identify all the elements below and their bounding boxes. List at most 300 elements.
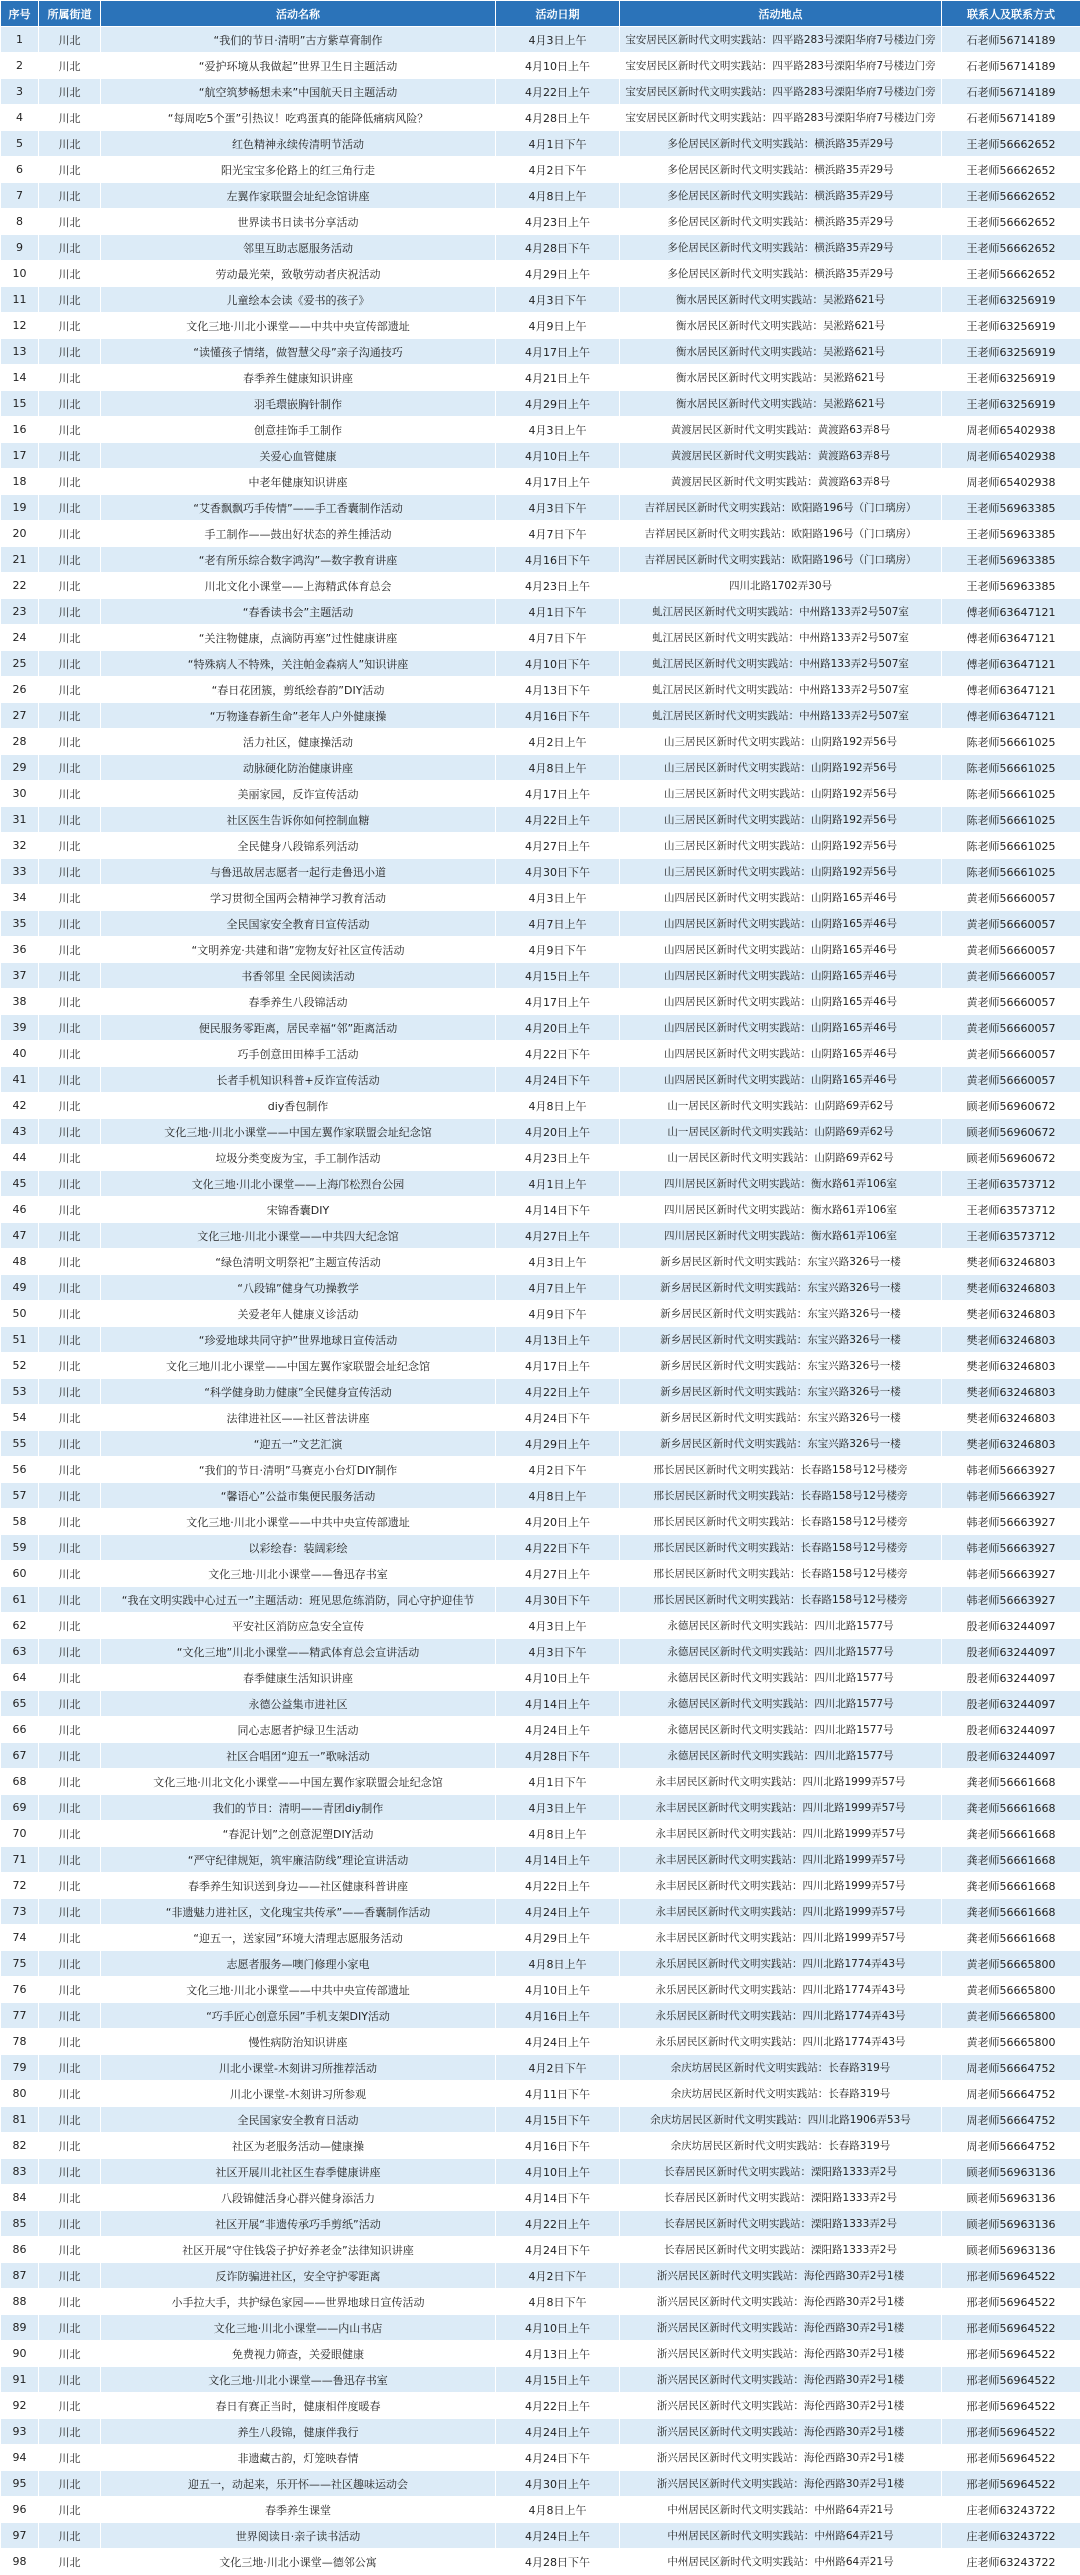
cell-activity-venue: 永丰居民区新时代文明实践站：四川北路1999弄57号 [620,1847,942,1873]
cell-contact: 陈老师56661025 [942,807,1080,833]
cell-contact: 王老师63573712 [942,1223,1080,1249]
cell-seq: 18 [1,469,39,495]
cell-seq: 91 [1,2367,39,2393]
cell-activity-date: 4月3日上午 [496,27,620,53]
cell-activity-name: “迎五一，送家园”环境大清理志愿服务活动 [101,1925,496,1951]
cell-street: 川北 [39,1665,101,1691]
header-contact: 联系人及联系方式 [942,1,1080,27]
cell-activity-venue: 山四居民区新时代文明实践站：山阴路165弄46号 [620,1015,942,1041]
cell-activity-venue: 浙兴居民区新时代文明实践站：海伦西路30弄2号1楼 [620,2367,942,2393]
cell-street: 川北 [39,27,101,53]
cell-seq: 31 [1,807,39,833]
cell-contact: 王老师56662652 [942,209,1080,235]
cell-contact: 樊老师63246803 [942,1327,1080,1353]
cell-seq: 34 [1,885,39,911]
cell-street: 川北 [39,2029,101,2055]
cell-activity-date: 4月22日下午 [496,1535,620,1561]
cell-seq: 61 [1,1587,39,1613]
cell-contact: 王老师56662652 [942,157,1080,183]
cell-activity-date: 4月2日下午 [496,2055,620,2081]
cell-activity-name: 红色精神永续传清明节活动 [101,131,496,157]
cell-contact: 邢老师56964522 [942,2393,1080,2419]
cell-activity-name: 创意挂饰手工制作 [101,417,496,443]
cell-street: 川北 [39,2185,101,2211]
header-street: 所属街道 [39,1,101,27]
cell-activity-name: 文化三地·川北小课堂——中共四大纪念馆 [101,1223,496,1249]
cell-contact: 王老师63573712 [942,1197,1080,1223]
cell-activity-venue: 浙兴居民区新时代文明实践站：海伦西路30弄2号1楼 [620,2445,942,2471]
cell-contact: 顾老师56963136 [942,2211,1080,2237]
table-row [1,2159,1080,2185]
table-row [1,677,1080,703]
cell-contact: 周老师65402938 [942,417,1080,443]
cell-activity-venue: 虬江居民区新时代文明实践站：中州路133弄2号507室 [620,677,942,703]
cell-activity-venue: 永德居民区新时代文明实践站：四川北路1577号 [620,1613,942,1639]
cell-activity-name: 邻里互助志愿服务活动 [101,235,496,261]
cell-activity-venue: 山一居民区新时代文明实践站：山阴路69弄62号 [620,1093,942,1119]
cell-activity-date: 4月24日下午 [496,2237,620,2263]
cell-activity-venue: 新乡居民区新时代文明实践站：东宝兴路326号一楼 [620,1327,942,1353]
cell-street: 川北 [39,1275,101,1301]
cell-street: 川北 [39,2211,101,2237]
cell-activity-name: “万物逢春新生命”老年人户外健康操 [101,703,496,729]
cell-activity-venue: 中州居民区新时代文明实践站：中州路64弄21号 [620,2497,942,2523]
cell-activity-venue: 邢长居民区新时代文明实践站：长春路158号12号楼旁 [620,1535,942,1561]
cell-activity-venue: 山四居民区新时代文明实践站：山阴路165弄46号 [620,1041,942,1067]
cell-activity-venue: 长春居民区新时代文明实践站：溧阳路1333弄2号 [620,2211,942,2237]
cell-street: 川北 [39,1873,101,1899]
cell-activity-venue: 新乡居民区新时代文明实践站：东宝兴路326号一楼 [620,1379,942,1405]
cell-seq: 14 [1,365,39,391]
cell-activity-venue: 山三居民区新时代文明实践站：山阴路192弄56号 [620,755,942,781]
cell-seq: 53 [1,1379,39,1405]
cell-contact: 黄老师56665800 [942,1977,1080,2003]
cell-activity-date: 4月8日上午 [496,755,620,781]
cell-activity-name: 养生八段锦，健康伴我行 [101,2419,496,2445]
cell-activity-date: 4月30日下午 [496,859,620,885]
cell-activity-venue: 虬江居民区新时代文明实践站：中州路133弄2号507室 [620,703,942,729]
cell-seq: 21 [1,547,39,573]
table-row [1,1951,1080,1977]
cell-contact: 殷老师63244097 [942,1691,1080,1717]
cell-street: 川北 [39,911,101,937]
table-row [1,521,1080,547]
cell-activity-name: “我们的节日·清明”马赛克小台灯DIY制作 [101,1457,496,1483]
cell-contact: 邢老师56964522 [942,2445,1080,2471]
cell-activity-venue: 山三居民区新时代文明实践站：山阴路192弄56号 [620,781,942,807]
cell-activity-name: “春香读书会”主题活动 [101,599,496,625]
cell-activity-name: 春日有赛正当时，健康相伴度暖春 [101,2393,496,2419]
cell-activity-date: 4月8日上午 [496,2497,620,2523]
table-row [1,2341,1080,2367]
cell-activity-venue: 山三居民区新时代文明实践站：山阴路192弄56号 [620,807,942,833]
cell-activity-date: 4月28日下午 [496,2549,620,2575]
cell-activity-date: 4月24日下午 [496,1067,620,1093]
table-row [1,2081,1080,2107]
cell-activity-venue: 多伦居民区新时代文明实践站：横浜路35弄29号 [620,157,942,183]
cell-street: 川北 [39,1743,101,1769]
cell-activity-venue: 新乡居民区新时代文明实践站：东宝兴路326号一楼 [620,1431,942,1457]
cell-seq: 81 [1,2107,39,2133]
cell-activity-venue: 黄渡居民区新时代文明实践站：黄渡路63弄8号 [620,469,942,495]
cell-activity-venue: 衡水居民区新时代文明实践站：吴淞路621号 [620,391,942,417]
cell-contact: 顾老师56963136 [942,2237,1080,2263]
cell-activity-venue: 浙兴居民区新时代文明实践站：海伦西路30弄2号1楼 [620,2289,942,2315]
table-row [1,209,1080,235]
cell-street: 川北 [39,677,101,703]
cell-contact: 樊老师63246803 [942,1249,1080,1275]
table-row [1,1457,1080,1483]
cell-contact: 邢老师56964522 [942,2289,1080,2315]
cell-activity-date: 4月28日上午 [496,105,620,131]
cell-activity-venue: 浙兴居民区新时代文明实践站：海伦西路30弄2号1楼 [620,2419,942,2445]
cell-activity-venue: 邢长居民区新时代文明实践站：长春路158号12号楼旁 [620,1587,942,1613]
table-row [1,391,1080,417]
table-row [1,2185,1080,2211]
cell-seq: 84 [1,2185,39,2211]
cell-activity-date: 4月1日下午 [496,599,620,625]
cell-activity-date: 4月11日下午 [496,2081,620,2107]
cell-street: 川北 [39,1119,101,1145]
table-row [1,27,1080,53]
cell-street: 川北 [39,2497,101,2523]
cell-street: 川北 [39,183,101,209]
table-row [1,1145,1080,1171]
cell-activity-venue: 黄渡居民区新时代文明实践站：黄渡路63弄8号 [620,417,942,443]
cell-activity-name: 劳动最光荣，致敬劳动者庆祝活动 [101,261,496,287]
cell-activity-name: 非遗藏古韵，灯笼映春情 [101,2445,496,2471]
cell-activity-date: 4月22日上午 [496,2211,620,2237]
cell-activity-date: 4月29日上午 [496,261,620,287]
cell-activity-date: 4月8日上午 [496,183,620,209]
cell-activity-name: 活力社区，健康操活动 [101,729,496,755]
cell-activity-name: 社区为老服务活动—健康操 [101,2133,496,2159]
cell-activity-date: 4月16日上午 [496,2003,620,2029]
cell-activity-venue: 四川居民区新时代文明实践站：衡水路61弄106室 [620,1171,942,1197]
cell-activity-venue: 吉祥居民区新时代文明实践站：欧阳路196号（门口璃房） [620,495,942,521]
cell-activity-venue: 黄渡居民区新时代文明实践站：黄渡路63弄8号 [620,443,942,469]
cell-activity-date: 4月3日上午 [496,417,620,443]
cell-seq: 71 [1,1847,39,1873]
table-row [1,2263,1080,2289]
cell-seq: 57 [1,1483,39,1509]
cell-activity-date: 4月3日上午 [496,1249,620,1275]
cell-contact: 黄老师56660057 [942,1041,1080,1067]
cell-seq: 35 [1,911,39,937]
cell-street: 川北 [39,261,101,287]
cell-contact: 樊老师63246803 [942,1275,1080,1301]
cell-activity-name: 便民服务零距离，居民幸福“邻”距离活动 [101,1015,496,1041]
cell-street: 川北 [39,1093,101,1119]
cell-street: 川北 [39,1145,101,1171]
cell-contact: 顾老师56963136 [942,2159,1080,2185]
cell-seq: 17 [1,443,39,469]
cell-contact: 樊老师63246803 [942,1405,1080,1431]
cell-contact: 周老师56664752 [942,2081,1080,2107]
cell-activity-date: 4月24日上午 [496,1717,620,1743]
cell-activity-name: “我在文明实践中心过五一”主题活动：班见思危练消防，同心守护迎佳节 [101,1587,496,1613]
cell-street: 川北 [39,2471,101,2497]
cell-activity-name: 羽毛環嵌胸针制作 [101,391,496,417]
cell-activity-date: 4月27日上午 [496,1561,620,1587]
cell-activity-venue: 宝安居民区新时代文明实践站：四平路283号溧阳华府7号楼边门旁 [620,105,942,131]
cell-street: 川北 [39,131,101,157]
cell-street: 川北 [39,209,101,235]
cell-activity-date: 4月22日上午 [496,1379,620,1405]
table-row [1,1873,1080,1899]
cell-activity-venue: 宝安居民区新时代文明实践站：四平路283号溧阳华府7号楼边门旁 [620,53,942,79]
table-row [1,1899,1080,1925]
cell-activity-date: 4月10日上午 [496,1977,620,2003]
cell-street: 川北 [39,2107,101,2133]
cell-seq: 42 [1,1093,39,1119]
cell-street: 川北 [39,2081,101,2107]
header-activity-name: 活动名称 [101,1,496,27]
cell-activity-name: 阳光宝宝多伦路上的红三角行走 [101,157,496,183]
cell-activity-venue: 山四居民区新时代文明实践站：山阴路165弄46号 [620,911,942,937]
cell-seq: 44 [1,1145,39,1171]
cell-contact: 樊老师63246803 [942,1379,1080,1405]
cell-activity-name: 川北小课堂-木刻讲习所参观 [101,2081,496,2107]
cell-activity-name: 与鲁迅故居志愿者一起行走鲁迅小道 [101,859,496,885]
table-row [1,2315,1080,2341]
cell-activity-date: 4月10日上午 [496,443,620,469]
cell-activity-name: “特殊病人不特殊，关注帕金森病人”知识讲座 [101,651,496,677]
cell-activity-date: 4月30日上午 [496,2471,620,2497]
cell-street: 川北 [39,1379,101,1405]
cell-activity-date: 4月17日上午 [496,989,620,1015]
table-row [1,781,1080,807]
cell-activity-name: “珍爱地球共同守护”世界地球日宣传活动 [101,1327,496,1353]
cell-activity-date: 4月8日上午 [496,1821,620,1847]
cell-seq: 40 [1,1041,39,1067]
cell-street: 川北 [39,1197,101,1223]
cell-activity-date: 4月28日下午 [496,235,620,261]
cell-street: 川北 [39,1717,101,1743]
cell-contact: 傅老师63647121 [942,625,1080,651]
cell-street: 川北 [39,1639,101,1665]
cell-seq: 50 [1,1301,39,1327]
cell-activity-venue: 山三居民区新时代文明实践站：山阴路192弄56号 [620,729,942,755]
cell-seq: 66 [1,1717,39,1743]
cell-activity-date: 4月28日下午 [496,1743,620,1769]
cell-activity-name: 社区开展“非遗传承巧手剪纸”活动 [101,2211,496,2237]
cell-seq: 13 [1,339,39,365]
cell-contact: 邢老师56964522 [942,2419,1080,2445]
cell-contact: 周老师65402938 [942,443,1080,469]
cell-street: 川北 [39,521,101,547]
table-row [1,703,1080,729]
cell-seq: 29 [1,755,39,781]
cell-seq: 70 [1,1821,39,1847]
cell-street: 川北 [39,2237,101,2263]
cell-seq: 39 [1,1015,39,1041]
table-row [1,1717,1080,1743]
cell-street: 川北 [39,417,101,443]
cell-activity-date: 4月24日上午 [496,2523,620,2549]
cell-activity-name: 小手拉大手，共护绿色家园——世界地球日宣传活动 [101,2289,496,2315]
cell-activity-name: 八段锦健活身心群兴健身添活力 [101,2185,496,2211]
table-row [1,2419,1080,2445]
cell-seq: 41 [1,1067,39,1093]
cell-street: 川北 [39,2341,101,2367]
cell-activity-date: 4月10日上午 [496,53,620,79]
table-body [1,27,1080,2575]
cell-activity-date: 4月8日上午 [496,1951,620,1977]
cell-street: 川北 [39,885,101,911]
cell-activity-date: 4月16日下午 [496,703,620,729]
cell-activity-name: diy香包制作 [101,1093,496,1119]
table-row [1,1223,1080,1249]
cell-activity-date: 4月10日上午 [496,2315,620,2341]
table-row [1,2211,1080,2237]
cell-seq: 6 [1,157,39,183]
table-row [1,131,1080,157]
cell-contact: 石老师56714189 [942,27,1080,53]
cell-contact: 龚老师56661668 [942,1847,1080,1873]
cell-contact: 王老师56662652 [942,183,1080,209]
table-row [1,1093,1080,1119]
cell-activity-venue: 山一居民区新时代文明实践站：山阴路69弄62号 [620,1145,942,1171]
cell-contact: 顾老师56960672 [942,1093,1080,1119]
cell-activity-name: 宋锦香囊DIY [101,1197,496,1223]
cell-street: 川北 [39,1405,101,1431]
cell-activity-name: 我们的节日：清明——青团diy制作 [101,1795,496,1821]
cell-contact: 顾老师56963136 [942,2185,1080,2211]
cell-contact: 陈老师56661025 [942,781,1080,807]
table-row [1,2523,1080,2549]
cell-activity-venue: 四川居民区新时代文明实践站：衡水路61弄106室 [620,1197,942,1223]
cell-activity-date: 4月24日上午 [496,1899,620,1925]
cell-contact: 王老师63256919 [942,365,1080,391]
cell-seq: 92 [1,2393,39,2419]
cell-activity-date: 4月16日下午 [496,2133,620,2159]
table-row [1,2549,1080,2575]
table-row [1,443,1080,469]
cell-activity-date: 4月16日下午 [496,547,620,573]
cell-activity-venue: 山四居民区新时代文明实践站：山阴路165弄46号 [620,1067,942,1093]
cell-activity-date: 4月30日下午 [496,1587,620,1613]
cell-street: 川北 [39,287,101,313]
cell-activity-name: “读懂孩子情绪，做智慧父母”亲子沟通技巧 [101,339,496,365]
cell-activity-venue: 山三居民区新时代文明实践站：山阴路192弄56号 [620,859,942,885]
cell-street: 川北 [39,599,101,625]
cell-street: 川北 [39,989,101,1015]
cell-contact: 王老师56662652 [942,235,1080,261]
cell-seq: 52 [1,1353,39,1379]
cell-activity-date: 4月1日下午 [496,131,620,157]
cell-activity-date: 4月2日下午 [496,157,620,183]
cell-seq: 36 [1,937,39,963]
cell-contact: 傅老师63647121 [942,599,1080,625]
cell-seq: 72 [1,1873,39,1899]
cell-activity-date: 4月13日上午 [496,1327,620,1353]
table-row [1,1327,1080,1353]
cell-activity-date: 4月7日上午 [496,1275,620,1301]
cell-seq: 7 [1,183,39,209]
table-row [1,2289,1080,2315]
table-row [1,261,1080,287]
cell-street: 川北 [39,547,101,573]
cell-activity-name: 社区合唱团“迎五一”歌咏活动 [101,1743,496,1769]
cell-activity-venue: 永丰居民区新时代文明实践站：四川北路1999弄57号 [620,1873,942,1899]
cell-activity-date: 4月3日上午 [496,885,620,911]
cell-street: 川北 [39,235,101,261]
cell-contact: 殷老师63244097 [942,1717,1080,1743]
table-row [1,1405,1080,1431]
table-row [1,1249,1080,1275]
table-row [1,235,1080,261]
table-row [1,183,1080,209]
cell-activity-name: 书香邻里 全民阅读活动 [101,963,496,989]
cell-activity-venue: 邢长居民区新时代文明实践站：长春路158号12号楼旁 [620,1561,942,1587]
cell-seq: 46 [1,1197,39,1223]
cell-seq: 1 [1,27,39,53]
table-row [1,469,1080,495]
table-row [1,911,1080,937]
cell-contact: 顾老师56960672 [942,1145,1080,1171]
cell-seq: 85 [1,2211,39,2237]
cell-seq: 26 [1,677,39,703]
cell-activity-date: 4月21日上午 [496,365,620,391]
cell-activity-venue: 浙兴居民区新时代文明实践站：海伦西路30弄2号1楼 [620,2341,942,2367]
cell-activity-name: 川北小课堂-木刻讲习所推荐活动 [101,2055,496,2081]
cell-activity-date: 4月20日上午 [496,1119,620,1145]
cell-activity-venue: 山一居民区新时代文明实践站：山阴路69弄62号 [620,1119,942,1145]
cell-activity-name: “老有所乐综合数字鸿沟”—数字教育讲座 [101,547,496,573]
table-row [1,807,1080,833]
cell-activity-venue: 新乡居民区新时代文明实践站：东宝兴路326号一楼 [620,1405,942,1431]
cell-activity-venue: 多伦居民区新时代文明实践站：横浜路35弄29号 [620,131,942,157]
cell-activity-date: 4月8日上午 [496,1483,620,1509]
table-row [1,755,1080,781]
cell-seq: 89 [1,2315,39,2341]
cell-street: 川北 [39,1249,101,1275]
cell-activity-name: 左翼作家联盟会址纪念馆讲座 [101,183,496,209]
cell-activity-name: 春季养生知识送到身边——社区健康科普讲座 [101,1873,496,1899]
cell-seq: 98 [1,2549,39,2575]
cell-contact: 周老师56664752 [942,2107,1080,2133]
cell-seq: 20 [1,521,39,547]
cell-contact: 陈老师56661025 [942,755,1080,781]
cell-activity-name: “文明养宠·共建和谐”宠物友好社区宣传活动 [101,937,496,963]
cell-activity-name: 法律进社区——社区普法讲座 [101,1405,496,1431]
cell-contact: 殷老师63244097 [942,1743,1080,1769]
cell-contact: 黄老师56660057 [942,963,1080,989]
table-row [1,1275,1080,1301]
cell-seq: 74 [1,1925,39,1951]
cell-activity-name: 春季养生课堂 [101,2497,496,2523]
cell-activity-name: 社区开展川北社区生春季健康讲座 [101,2159,496,2185]
cell-contact: 黄老师56660057 [942,885,1080,911]
cell-street: 川北 [39,2055,101,2081]
cell-seq: 16 [1,417,39,443]
cell-activity-date: 4月17日上午 [496,1353,620,1379]
cell-activity-date: 4月24日下午 [496,1405,620,1431]
cell-activity-venue: 多伦居民区新时代文明实践站：横浜路35弄29号 [620,209,942,235]
cell-seq: 47 [1,1223,39,1249]
cell-street: 川北 [39,573,101,599]
cell-seq: 90 [1,2341,39,2367]
table-row [1,287,1080,313]
cell-seq: 55 [1,1431,39,1457]
cell-activity-name: 文化三地·川北小课堂——内山书店 [101,2315,496,2341]
table-row [1,1691,1080,1717]
cell-activity-date: 4月29日上午 [496,1431,620,1457]
cell-activity-name: “八段锦”健身气功操教学 [101,1275,496,1301]
cell-activity-venue: 永德居民区新时代文明实践站：四川北路1577号 [620,1665,942,1691]
cell-street: 川北 [39,1223,101,1249]
